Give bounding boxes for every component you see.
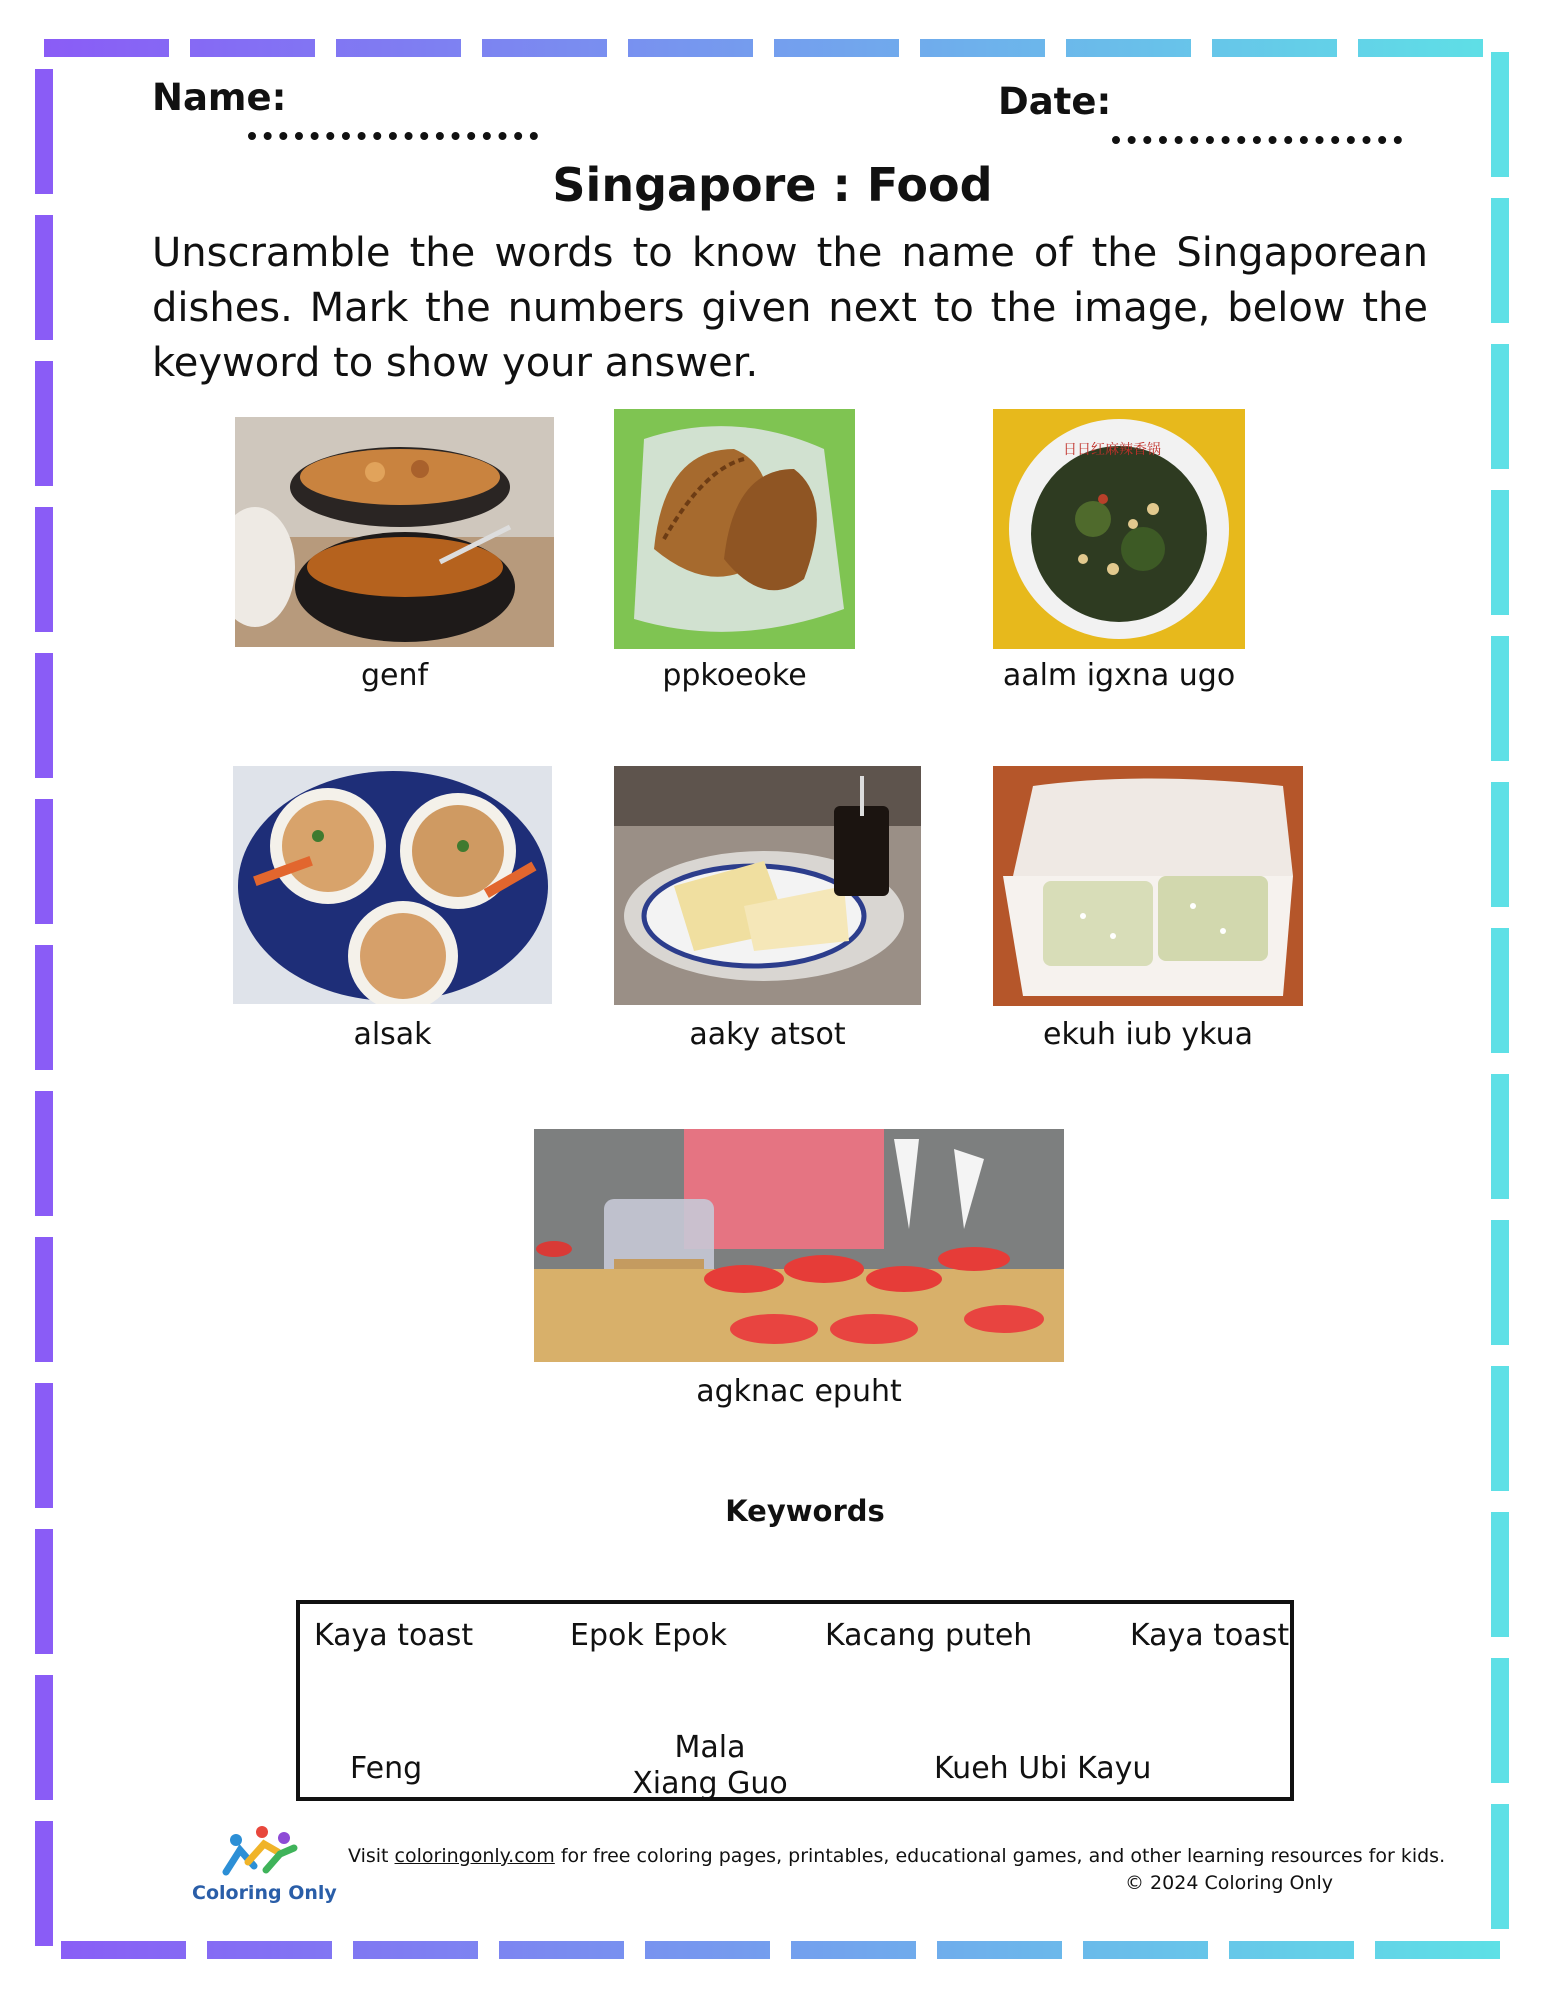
keyword-kaya-toast-1: Kaya toast <box>314 1618 474 1653</box>
keyword-feng: Feng <box>350 1751 423 1786</box>
instructions-text: Unscramble the words to know the name of the Singaporean dishes. Mark the numbers given next to the image, below the keyword to show your answer. <box>152 230 1428 386</box>
keywords-heading: Keywords <box>725 1494 885 1528</box>
keyword-kacang-puteh: Kacang puteh <box>825 1618 1033 1653</box>
keyword-kaya-toast-2: Kaya toast <box>1130 1618 1290 1653</box>
footer-copyright: © 2024 Coloring Only <box>1125 1872 1333 1894</box>
toast-plate-photo <box>614 766 921 1005</box>
footer-visit-suffix: for free coloring pages, printables, educational games, and other learning resources for kids. <box>554 1845 1446 1867</box>
caption-3: aalm igxna ugo <box>1002 658 1236 693</box>
logo-text: Coloring Only <box>192 1882 337 1904</box>
footer-link[interactable]: coloringonly.com <box>394 1845 555 1867</box>
keyword-mala-xiang-guo: Mala Xiang Guo <box>632 1730 788 1801</box>
keyword-epok-epok: Epok Epok <box>570 1618 727 1653</box>
mala-bowl-photo <box>993 409 1245 649</box>
keyword-box <box>296 1600 1294 1801</box>
caption-7: agknac epuht <box>696 1374 902 1409</box>
curry-puffs-photo <box>614 409 855 649</box>
keyword-kueh-ubi-kayu: Kueh Ubi Kayu <box>934 1751 1152 1786</box>
laksa-bowls-photo <box>233 766 552 1004</box>
coloring-only-logo-icon <box>218 1822 300 1882</box>
date-label: Date: <box>998 80 1112 123</box>
caption-4: alsak <box>353 1017 432 1052</box>
footer-visit-text <box>348 1845 1445 1867</box>
caption-5: aaky atsot <box>689 1017 846 1052</box>
caption-6: ekuh iub ykua <box>1043 1017 1253 1052</box>
page-title: Singapore : Food <box>552 158 993 212</box>
caption-2: ppkoeoke <box>662 658 807 693</box>
caption-1: genf <box>360 658 429 693</box>
date-line[interactable] <box>1112 136 1402 144</box>
soup-bowls-photo <box>235 417 554 647</box>
nut-stall-photo <box>534 1129 1064 1362</box>
name-line[interactable] <box>248 132 538 140</box>
cassava-cake-photo <box>993 766 1303 1006</box>
footer-visit-prefix: Visit <box>348 1845 395 1867</box>
name-label: Name: <box>152 76 287 119</box>
svg-text:日日红麻辣香锅: 日日红麻辣香锅 <box>1063 442 1161 458</box>
